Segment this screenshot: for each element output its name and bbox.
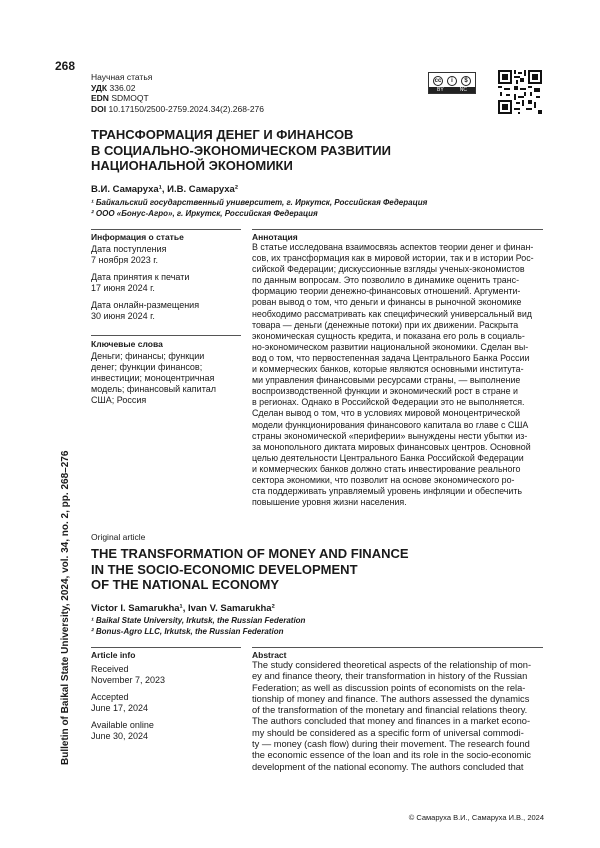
- doi-line: [91, 104, 264, 115]
- edn-value: SDMOQT: [111, 93, 149, 103]
- abstract-line: The study considered theoretical aspects of the relationship of mon-: [252, 660, 532, 670]
- ru-authors: В.И. Самаруха¹, И.В. Самаруха²: [91, 184, 238, 195]
- cc-icon: cc: [434, 78, 442, 84]
- edn-label: EDN: [91, 93, 109, 103]
- abstract-line: сов, их трансформация как в мировой истории, так и в истории Рос-: [252, 253, 534, 264]
- abstract-line: модели функционирования финансового капитала во главе с США: [252, 419, 529, 430]
- attribution-icon: i: [447, 76, 457, 86]
- abstract-line: формацию теории денежно-финансовых отношений. Аргументи-: [252, 286, 521, 297]
- noncommercial-icon: $: [461, 76, 471, 86]
- abstract-line: В статье исследована взаимосвязь аспектов теории денег и финан-: [252, 242, 534, 252]
- abstract-line: the economic essence of the loan and its role in the socio-economic: [252, 750, 532, 761]
- copyright-notice: © Самаруха В.И., Самаруха И.В., 2024: [408, 813, 544, 822]
- en-info-heading: Article info: [91, 650, 136, 660]
- journal-citation-strip: Bulletin of Baikal State University, 2024, vol. 34, no. 2, pp. 268–276: [60, 450, 71, 765]
- abstract-line: за монопольного диктата мировых финансовых центров. Основной: [252, 441, 531, 452]
- abstract-line: повышение уровня жизни населения.: [252, 497, 407, 508]
- udk-line: [91, 83, 264, 94]
- en-article-title: THE TRANSFORMATION OF MONEY AND FINANCE IN THE SOCIO-ECONOMIC DEVELOPMENT OF THE NATIONAL ECONOMY: [91, 546, 409, 592]
- article-type: Научная статья: [91, 72, 153, 82]
- original-article-label: Original article: [91, 532, 146, 542]
- udk-value: 336.02: [109, 82, 136, 93]
- abstract-line: рован вывод о том, что деньги и финансы в рыночной экономике: [252, 297, 522, 308]
- divider: [252, 647, 543, 648]
- abstract-line: но-экономическом развитии национальной экономики. Сделан вы-: [252, 341, 529, 352]
- ru-abstract: [252, 242, 543, 508]
- page-number: 268: [55, 59, 76, 73]
- abstract-line: по данным вопросам. Это позволило в динамике оценить транс-: [252, 275, 520, 286]
- abstract-line: ty — money (cash flow) during their movement. The research found: [252, 739, 530, 750]
- udk-label: УДК: [91, 82, 108, 93]
- doi-label: DOI: [91, 103, 107, 114]
- abstract-line: ми управления финансовыми ресурсами страны, — выполнение: [252, 375, 521, 386]
- ru-keywords-heading: Ключевые слова: [91, 339, 163, 349]
- abstract-line: my should be considered as a specific form of universal commodi-: [252, 727, 524, 738]
- en-article-info: Received November 7, 2023 Accepted June 17, 2024 Available online June 30, 2024: [91, 664, 166, 741]
- abstract-line: и коммерческих банков должно стать инвестирование реального: [252, 463, 521, 474]
- abstract-line: необходимо рассматривать как специфический универсальный вид: [252, 308, 532, 319]
- abstract-line: Federation; as well as discussion points of economists on the rela-: [252, 682, 526, 693]
- nc-text: NC: [459, 87, 467, 93]
- ru-keywords: Деньги; финансы; функции денег; функции финансов; инвестиции; моноцентричная модель; финансовый капитал США; Россия: [91, 351, 216, 405]
- abstract-line: товара — деньги (денежные потоки) при их движении. Раскрыта: [252, 319, 519, 330]
- abstract-line: страны экономической «периферии» вынуждены нести убытки из-: [252, 430, 528, 441]
- abstract-line: вод о том, что первостепенная задача Центрального Банка России: [252, 352, 530, 363]
- ru-info-heading: Информация о статье: [91, 232, 184, 242]
- edn-line: [91, 93, 264, 104]
- en-abstract: [252, 660, 543, 773]
- ru-article-title: ТРАНСФОРМАЦИЯ ДЕНЕГ И ФИНАНСОВ В СОЦИАЛЬНО-ЭКОНОМИЧЕСКОМ РАЗВИТИИ НАЦИОНАЛЬНОЙ ЭКОНОМИКИ: [91, 127, 391, 173]
- en-affiliations: ¹ Baikal State University, Irkutsk, the Russian Federation ² Bonus-Agro LLC, Irkutsk, the Russian Federation: [91, 616, 306, 636]
- abstract-line: экономическая сущность кредита, и показана его роль в социаль-: [252, 330, 525, 341]
- abstract-line: сийской Федерации; дискуссионные взгляды ученых-экономистов: [252, 264, 525, 275]
- qr-code-icon[interactable]: [498, 70, 542, 114]
- abstract-line: tionship of money and finance. The authors assessed the dynamics: [252, 693, 530, 704]
- abstract-line: of the transformation of the monetary and financial relations theory.: [252, 705, 528, 716]
- en-authors: Victor I. Samarukha¹, Ivan V. Samarukha²: [91, 603, 275, 614]
- abstract-line: ста поддерживать управляемый уровень инфляции и обеспечить: [252, 486, 523, 497]
- divider: [91, 647, 241, 648]
- abstract-line: The authors concluded that money and finances in a market econo-: [252, 716, 531, 727]
- abstract-line: development of the national economy. The authors concluded that: [252, 761, 524, 772]
- ru-article-info: Дата поступления 7 ноября 2023 г. Дата принятия к печати 17 июня 2024 г. Дата онлайн-размещения 30 июня 2024 г.: [91, 244, 200, 321]
- ru-affiliations: ¹ Байкальский государственный университет, г. Иркутск, Российская Федерация ² ООО «Бонус-Агро», г. Иркутск, Российская Федерация: [91, 198, 428, 218]
- divider: [91, 335, 241, 336]
- ru-abstract-heading: Аннотация: [252, 232, 298, 242]
- abstract-line: в регионах. Однако в Российской Федерации это не выполняется.: [252, 397, 525, 408]
- abstract-line: целью деятельности Центрального Банка Российской Федерации: [252, 452, 524, 463]
- abstract-line: сектора экономики, что позволит на основе экономического ро-: [252, 474, 515, 485]
- cc-license-badge[interactable]: [428, 72, 476, 94]
- abstract-line: Сделан вывод о том, что в условиях мировой моноцентрической: [252, 408, 521, 419]
- divider: [91, 229, 241, 230]
- divider: [252, 229, 543, 230]
- article-meta: [91, 72, 264, 114]
- by-text: BY: [437, 87, 444, 93]
- abstract-line: и коммерческих банков, которые являются основными института-: [252, 364, 524, 375]
- abstract-line: ey and finance theory, their transformation in history of the Russian: [252, 671, 528, 682]
- en-abstract-heading: Abstract: [252, 650, 287, 660]
- doi-value[interactable]: 10.17150/2500-2759.2024.34(2).268-276: [108, 103, 264, 114]
- abstract-line: воспроизводственной функции и экономический рост в стране и: [252, 386, 519, 397]
